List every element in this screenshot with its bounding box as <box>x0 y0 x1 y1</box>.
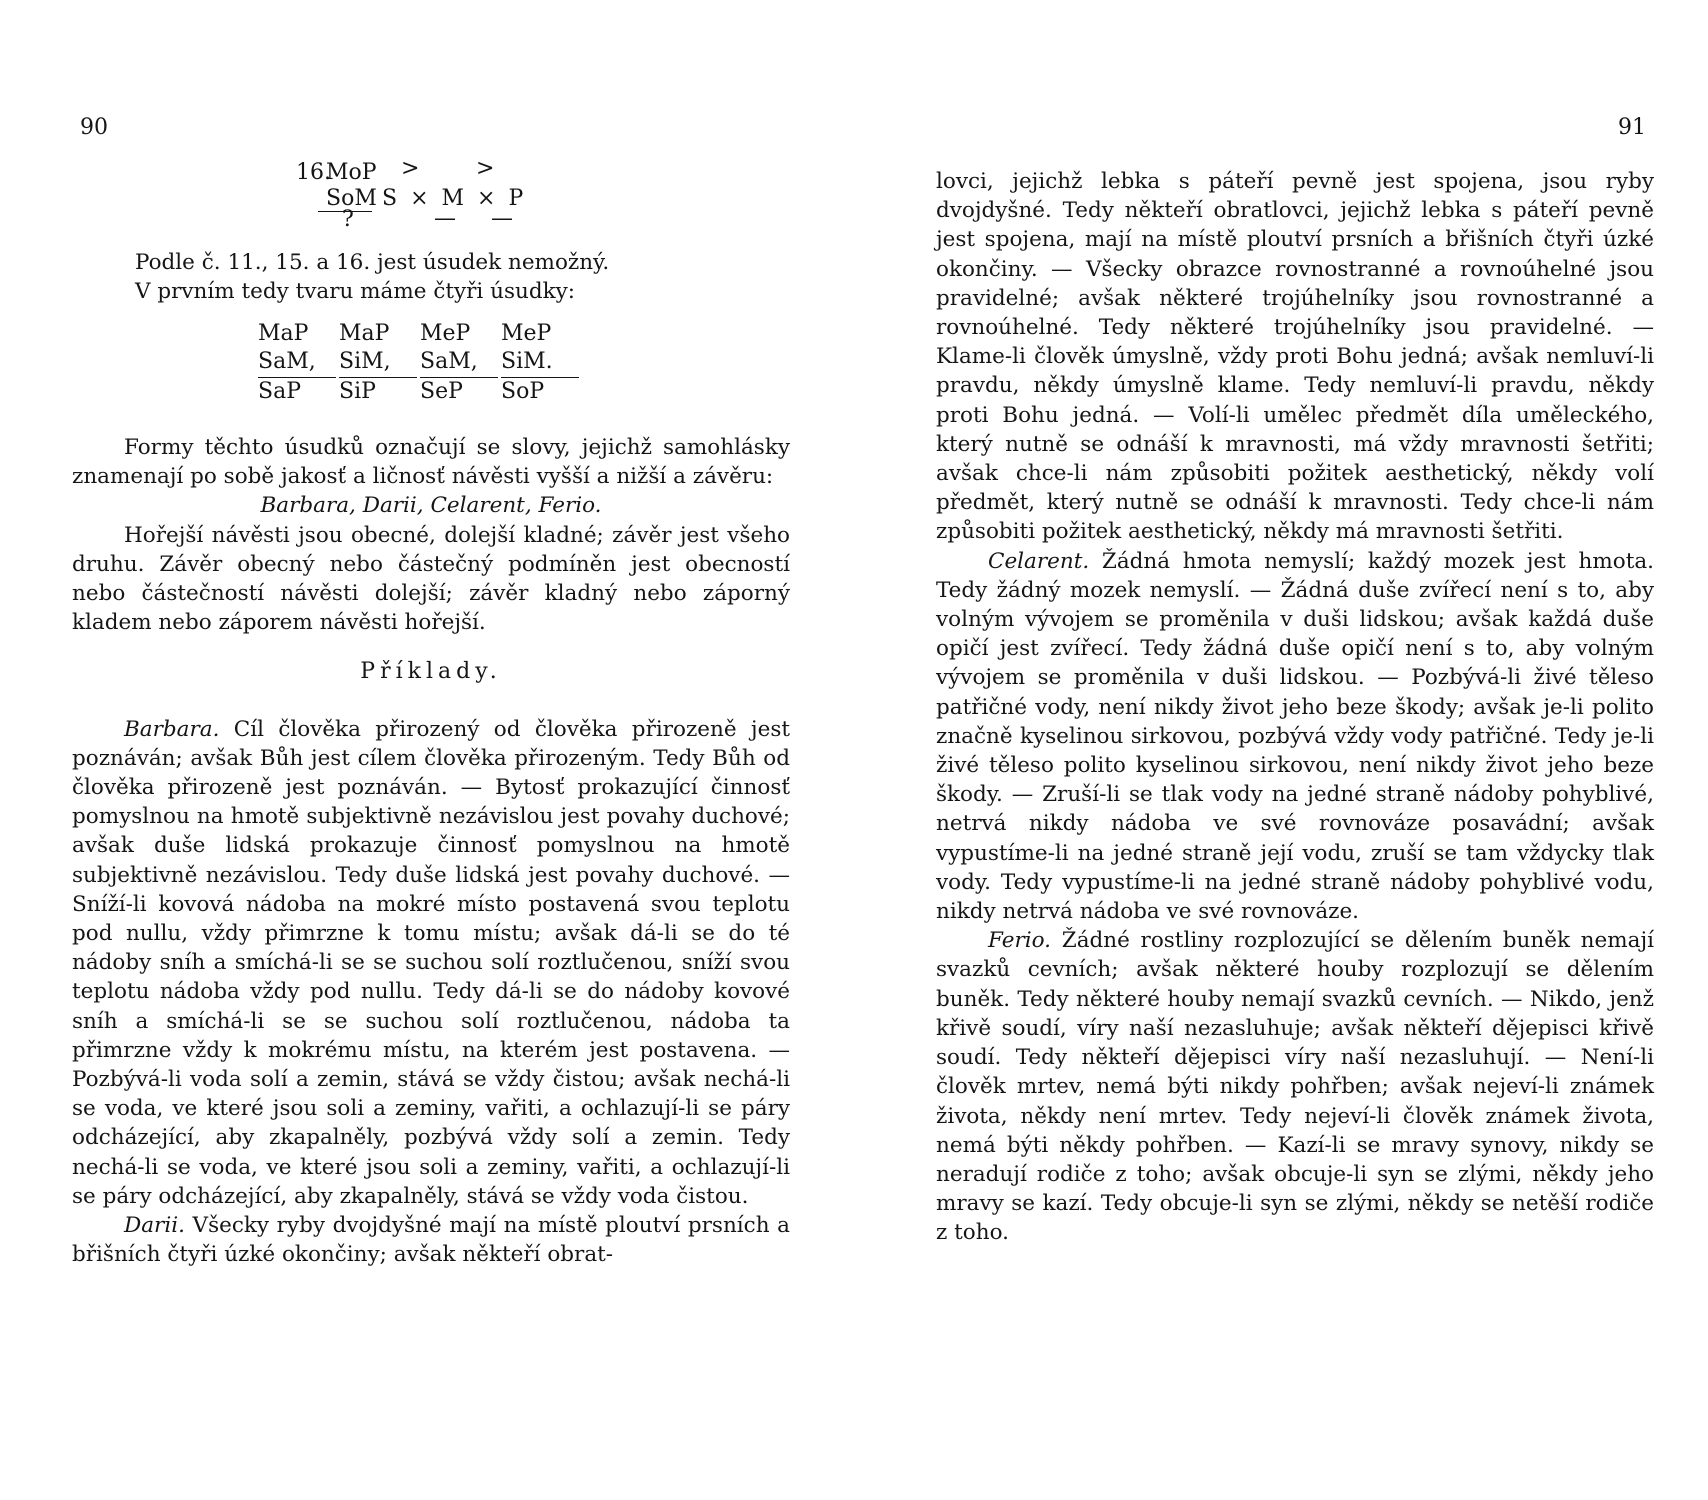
paragraph-celarent <box>936 547 1654 927</box>
form-celarent <box>420 320 498 406</box>
form-major: MaP <box>339 321 390 346</box>
form-minor: SiM. <box>501 349 553 374</box>
paragraph-horejsi: Hořejší návěsti jsou obecné, dolejší kladné; závěr jest všeho druhu. Závěr obecný nebo částečný podmíněn jest obecností nebo částečností návěsti dolejší; závěr kladný nebo záporný kladem nebo záporem návěsti hořejší. <box>72 522 790 636</box>
paragraph-ferio <box>936 926 1654 1247</box>
form-major: MaP <box>258 321 309 346</box>
text-celarent: Žádná hmota nemyslí; každý mozek jest hmota. Tedy žádný mozek nemyslí. — Žádná duše zvířecí není s to, aby volným vývojem se proměnila v duši lidskou; avšak každá duše opičí jest zvířecí. Tedy žádná duše opičí není s to, aby volným vývojem se proměnila v duši lidskou. — Pozbývá-li živé těleso patřičné vody, není nikdy život jeho beze škody; avšak je-li polito značně kyselinou sirkovou, pozbývá vždy vody patřičné. Tedy je-li živé těleso polito kyselinou sirkovou, není nikdy život jeho beze škody. — Zruší-li se tlak vody na jedné straně nádoby pohyblivé, netrvá nikdy nádoba ve své rovnováze posavádní; avšak vypustíme-li na jedné straně její vodu, zruší se tam vždycky tlak vody. Tedy vypustíme-li na jedné straně nádoby pohyblivé vodu, nikdy netrvá nádoba ve své rovnováze. <box>936 548 1654 925</box>
form-conclusion: SiP <box>339 377 417 406</box>
syllogism-dash-1: — <box>434 206 456 231</box>
label-ferio: Ferio. <box>988 928 1052 954</box>
form-conclusion: SoP <box>501 377 579 406</box>
paragraph-darii <box>72 1211 790 1269</box>
form-minor: SaM, <box>420 349 478 374</box>
label-barbara: Barbara. <box>124 716 220 742</box>
text-darii: Všecky ryby dvojdyšné mají na místě ploutví prsních a břišních čtyři úzké okončiny; avšak někteří obrat- <box>72 1213 790 1268</box>
right-body <box>936 167 1654 1248</box>
form-major: MeP <box>501 321 552 346</box>
label-darii: Darii. <box>124 1213 185 1239</box>
syllogism-dash-2: — <box>491 206 513 231</box>
syllogism-conclusion: ? <box>342 207 354 232</box>
left-body <box>72 433 790 1269</box>
form-barbara <box>258 320 336 406</box>
syllogism-gt-1: > <box>401 156 420 181</box>
paragraph-barbara <box>72 715 790 1211</box>
label-celarent: Celarent. <box>988 548 1090 574</box>
form-conclusion: SeP <box>420 377 498 406</box>
syllogism-16 <box>296 156 616 250</box>
form-minor: SiM, <box>339 349 391 374</box>
mnemonic-names <box>72 491 790 520</box>
page-number-left: 90 <box>80 115 108 140</box>
form-ferio <box>501 320 579 406</box>
syllogism-major: MoP <box>326 160 377 185</box>
syllogism-relation: S × M × P <box>382 186 524 211</box>
syllogism-gt-2: > <box>476 156 495 181</box>
intro-line-1: Podle č. 11., 15. a 16. jest úsudek nemožný. <box>135 250 610 275</box>
text-ferio: Žádné rostliny rozplozující se dělením buněk nemají svazků cevních; avšak některé houby rozplozují se dělením buněk. Tedy některé houby nemají svazků cevních. — Nikdo, jenž křivě soudí, víry naší nezasluhuje; avšak někteří dějepisci křivě soudí. Tedy někteří dějepisci víry naší nezasluhují. — Není-li člověk mrtev, nemá býti nikdy pohřben; avšak nejeví-li známek života, někdy není mrtev. Tedy nejeví-li člověk známek života, nemá býti někdy pohřben. — Kazí-li se mravy synovy, nikdy se neradují rodiče z toho; avšak obcuje-li syn se zlými, někdy jeho mravy se kazí. Tedy obcuje-li syn se zlými, někdy se netěší rodiče z toho. <box>936 928 1654 1246</box>
text-barbara: Cíl člověka přirozený od člověka přirozeně jest poznáván; avšak Bůh jest cílem člověka přirozeným. Tedy Bůh od člověka přirozeně jest poznáván. — Bytosť prokazující činnosť pomyslnou na hmotě subjektivně nezávislou jest povahy duchové; avšak duše lidská prokazuje činnosť pomyslnou na hmotě subjektivně nezávislou. Tedy duše lidská jest povahy duchové. — Sníží-li kovová nádoba na mokré místo postavená svou teplotu pod nullu, vždy přimrzne k tomu místu; avšak dá-li se do té nádoby sníh a smíchá-li se se suchou solí roztlučenou, sníží svou teplotu nádoba vždy pod nullu. Tedy dá-li se do nádoby kovové sníh a smíchá-li se se suchou solí roztlučenou, nádoba ta přimrzne vždy k mokrému místu, na kterém jest postavena. — Pozbývá-li voda solí a zemin, stává se vždy čistou; avšak nechá-li se voda, ve které jsou soli a zeminy, vařiti, a ochlazují-li se páry odcházející, aby zkapalněly, pozbývá vždy solí a zemin. Tedy nechá-li se voda, ve které jsou soli a zeminy, vařiti, a ochlazují-li se páry odcházející, aby zkapalněly, stává se vždy voda čistou. <box>72 716 790 1209</box>
syllogism-minor: SoM <box>326 186 377 211</box>
paragraph-formy: Formy těchto úsudků označují se slovy, jejichž samohlásky znamenají po sobě jakosť a ličnosť návěsti vyšší a nižší a závěru: <box>72 435 790 490</box>
section-heading: Příklady. <box>360 659 502 685</box>
form-conclusion: SaP <box>258 377 336 406</box>
form-minor: SaM, <box>258 349 316 374</box>
mnemonic-text: Barbara, Darii, Celarent, Ferio. <box>260 493 602 519</box>
form-darii <box>339 320 417 406</box>
syllogism-number: 16. <box>296 160 331 185</box>
intro-line-2: V prvním tedy tvaru máme čtyři úsudky: <box>135 279 576 304</box>
paragraph-continued: lovci, jejichž lebka s páteří pevně jest spojena, jsou ryby dvojdyšné. Tedy někteří obratlovci, jejichž lebka s páteří pevně jest spojena, mají na místě ploutví prsních a břišních čtyři úzké okončiny. — Všecky obrazce rovnostranné a rovnoúhelné jsou pravidelné; avšak některé trojúhelníky jsou rovnostranné a rovnoúhelné. Tedy některé trojúhelníky jsou pravidelné. — Klame-li člověk úmyslně, vždy proti Bohu jedná; avšak nemluví-li pravdu, někdy úmyslně klame. Tedy nemluví-li pravdu, někdy proti Bohu jedná. — Volí-li umělec předmět díla uměleckého, který nutně se odnáší k mravnosti, má vždy mravnosti šetřiti; avšak chce-li nám způsobiti požitek aesthetický, někdy volí předmět, který nutně se odnáší k mravnosti. Tedy chce-li nám způsobiti požitek aesthetický, někdy má mravnosti šetřiti. <box>936 169 1654 545</box>
syllogism-forms <box>258 320 588 410</box>
form-major: MeP <box>420 321 471 346</box>
page-number-right: 91 <box>1618 115 1646 140</box>
